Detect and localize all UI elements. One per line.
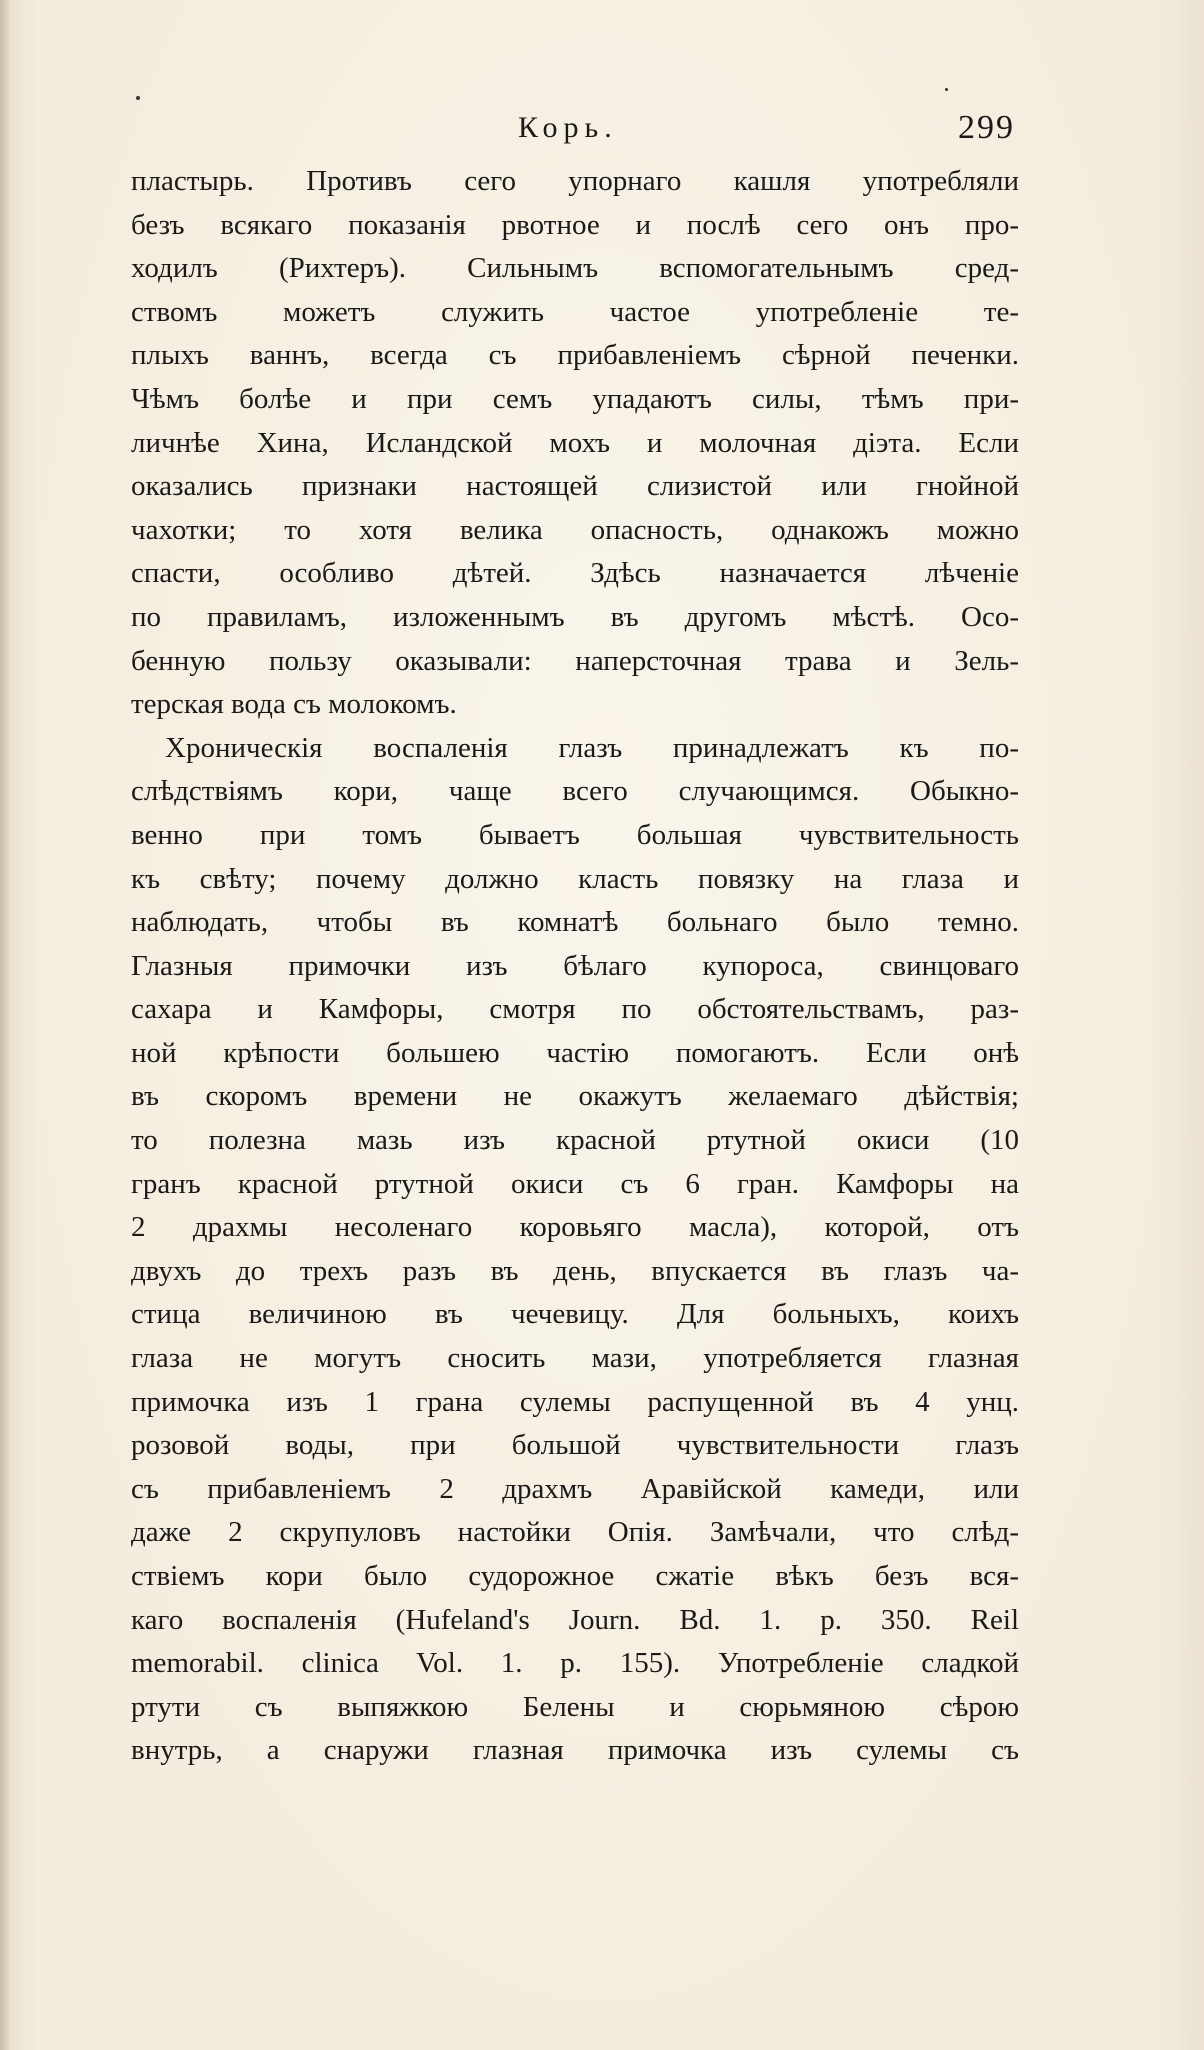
- text-line: внутрь, а снаружи глазная примочка изъ сулемы съ: [131, 1734, 1019, 1767]
- text-line: слѣдствіямъ кори, чаще всего случающимся. Обыкно-: [131, 775, 1019, 808]
- text-line: пластырь. Противъ сего упорнаго кашля употребляли: [131, 165, 1019, 197]
- body-text: [131, 160, 1019, 1773]
- page-header: [0, 108, 1204, 148]
- text-line: ртути съ выпяжкою Белены и сюрьмяною сѣрою: [131, 1690, 1019, 1723]
- text-line: ствомъ можетъ служить частое употребленіе те-: [131, 295, 1019, 328]
- text-line: личнѣе Хина, Исландской мохъ и молочная діэта. Если: [131, 426, 1019, 459]
- text-line: бенную пользу оказывали: наперсточная трава и Зель-: [131, 644, 1019, 677]
- text-line: глаза не могутъ сносить мази, употребляется глазная: [131, 1342, 1019, 1375]
- text-line: ной крѣпости большею частію помогаютъ. Если онѣ: [131, 1036, 1019, 1069]
- text-line: двухъ до трехъ разъ въ день, впускается въ глазъ ча-: [131, 1254, 1019, 1287]
- text-line: безъ всякаго показанія рвотное и послѣ сего онъ про-: [131, 208, 1019, 241]
- text-line: розовой воды, при большой чувствительности глазъ: [131, 1429, 1019, 1462]
- text-line: Чѣмъ болѣе и при семъ упадаютъ силы, тѣмъ при-: [131, 382, 1019, 415]
- text-line: даже 2 скрупуловъ настойки Опія. Замѣчали, что слѣд-: [131, 1516, 1019, 1549]
- text-line: съ прибавленіемъ 2 драхмъ Аравійской камеди, или: [131, 1472, 1019, 1505]
- text-line: примочка изъ 1 грана сулемы распущенной въ 4 унц.: [131, 1385, 1019, 1418]
- text-line: терская вода съ молокомъ.: [131, 688, 457, 721]
- running-head: Корь.: [518, 111, 618, 144]
- text-line: по правиламъ, изложеннымъ въ другомъ мѣстѣ. Осо-: [131, 600, 1019, 633]
- text-line: спасти, особливо дѣтей. Здѣсь назначается лѣченіе: [131, 557, 1019, 590]
- ink-speck: [136, 96, 140, 100]
- text-line: къ свѣту; почему должно класть повязку на глаза и: [131, 862, 1019, 895]
- text-line: memorabil. clinica Vol. 1. p. 155). Употребленіе сладкой: [131, 1647, 1019, 1680]
- text-line: каго воспаленія (Hufeland's Journ. Bd. 1. p. 350. Reil: [131, 1603, 1019, 1636]
- text-line: ствіемъ кори было судорожное сжатіе вѣкъ безъ вся-: [131, 1560, 1019, 1592]
- text-line: чахотки; то хотя велика опасность, однакожъ можно: [131, 513, 1019, 546]
- ink-speck: [945, 88, 948, 91]
- text-line: венно при томъ бываетъ большая чувствительность: [131, 818, 1019, 851]
- text-line: сахара и Камфоры, смотря по обстоятельствамъ, раз-: [131, 993, 1019, 1026]
- page-number: 299: [958, 109, 1015, 146]
- text-line: Хроническія воспаленія глазъ принадлежатъ къ по-: [165, 731, 1019, 764]
- paragraph: [131, 160, 1019, 727]
- text-line: оказались признаки настоящей слизистой или гнойной: [131, 470, 1019, 503]
- text-line: то полезна мазь изъ красной ртутной окиси (10: [131, 1124, 1019, 1157]
- text-line: Глазныя примочки изъ бѣлаго купороса, свинцоваго: [131, 949, 1019, 982]
- text-line: 2 драхмы несоленаго коровьяго масла), которой, отъ: [131, 1211, 1019, 1244]
- text-line: стица величиною въ чечевицу. Для больныхъ, коихъ: [131, 1298, 1019, 1331]
- text-line: гранъ красной ртутной окиси съ 6 гран. Камфоры на: [131, 1167, 1019, 1200]
- text-line: въ скоромъ времени не окажутъ желаемаго дѣйствія;: [131, 1080, 1019, 1113]
- text-line: наблюдать, чтобы въ комнатѣ больнаго было темно.: [131, 906, 1019, 939]
- text-line: ходилъ (Рихтеръ). Сильнымъ вспомогательнымъ сред-: [131, 252, 1019, 285]
- paragraph: [131, 727, 1019, 1773]
- text-line: плыхъ ваннъ, всегда съ прибавленіемъ сѣрной печенки.: [131, 339, 1019, 372]
- page-binding-edge: [0, 0, 10, 2050]
